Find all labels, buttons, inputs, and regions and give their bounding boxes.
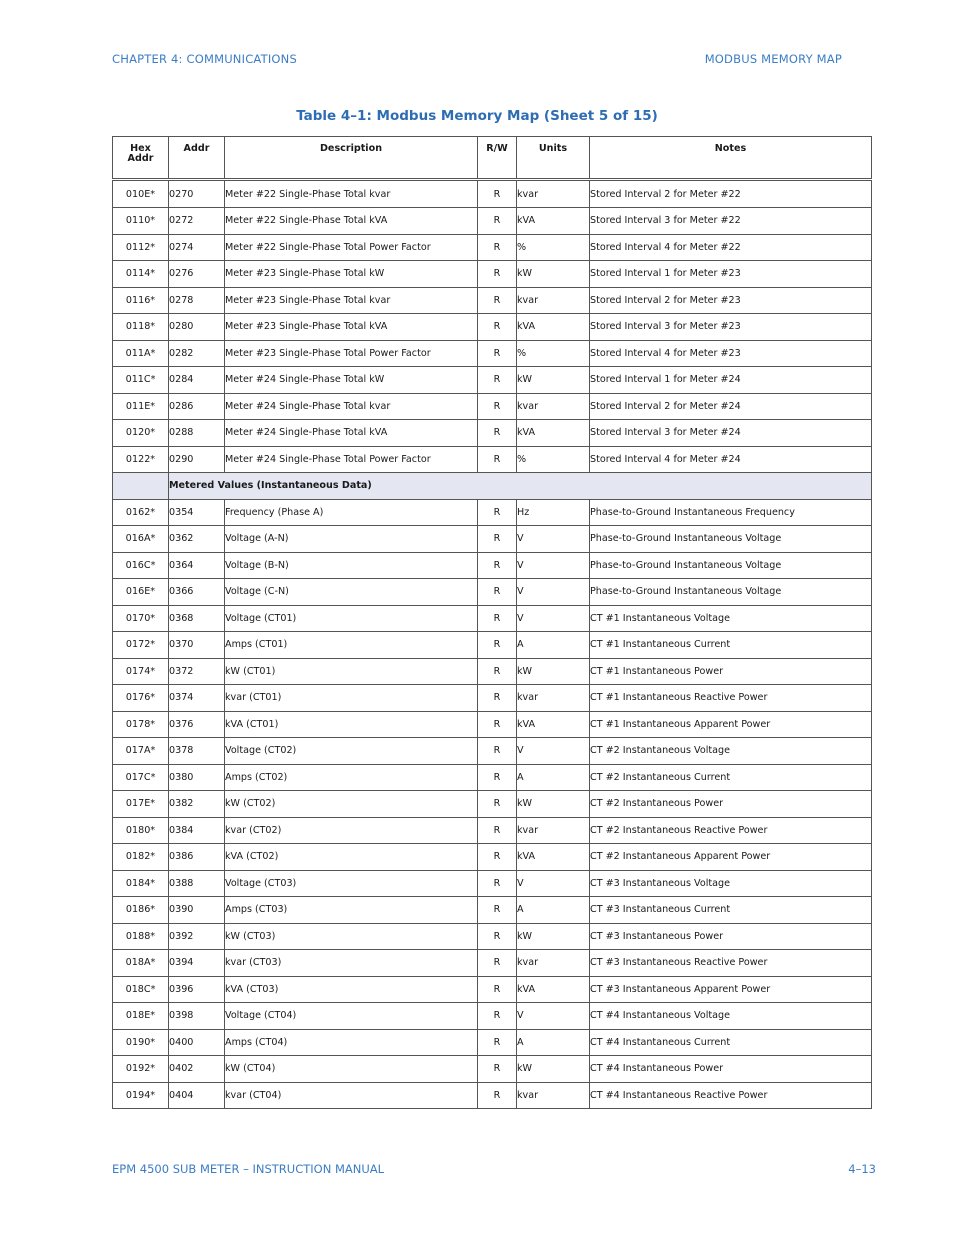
notes-cell: Stored Interval 2 for Meter #22 [590, 180, 872, 208]
addr-cell: 0276 [169, 261, 225, 288]
units-cell: V [517, 1003, 590, 1030]
table-row [113, 261, 872, 288]
hex-addr-cell: 011A* [113, 340, 169, 367]
table-row [113, 579, 872, 606]
rw-cell: R [478, 976, 517, 1003]
addr-cell: 0396 [169, 976, 225, 1003]
description-cell: Amps (CT01) [225, 632, 478, 659]
hex-addr-cell: 0122* [113, 446, 169, 473]
notes-cell: Stored Interval 4 for Meter #23 [590, 340, 872, 367]
units-cell: kVA [517, 976, 590, 1003]
rw-cell: R [478, 844, 517, 871]
table-row [113, 526, 872, 553]
rw-cell: R [478, 340, 517, 367]
rw-cell: R [478, 764, 517, 791]
description-cell: kvar (CT03) [225, 950, 478, 977]
table-header-row [113, 137, 872, 180]
description-cell: Amps (CT02) [225, 764, 478, 791]
table-row [113, 1056, 872, 1083]
description-cell: Voltage (B-N) [225, 552, 478, 579]
addr-cell: 0400 [169, 1029, 225, 1056]
hex-addr-cell: 0190* [113, 1029, 169, 1056]
description-cell: kW (CT04) [225, 1056, 478, 1083]
description-cell: Voltage (C-N) [225, 579, 478, 606]
rw-cell: R [478, 1003, 517, 1030]
units-cell: kvar [517, 817, 590, 844]
units-cell: kW [517, 1056, 590, 1083]
table-row [113, 738, 872, 765]
addr-cell: 0386 [169, 844, 225, 871]
description-cell: Voltage (CT04) [225, 1003, 478, 1030]
units-cell: kvar [517, 1082, 590, 1109]
hex-addr-cell: 0188* [113, 923, 169, 950]
rw-cell: R [478, 791, 517, 818]
table-row [113, 685, 872, 712]
units-cell: A [517, 632, 590, 659]
notes-cell: CT #4 Instantaneous Current [590, 1029, 872, 1056]
running-head-chapter: CHAPTER 4: COMMUNICATIONS [112, 52, 297, 66]
rw-cell: R [478, 685, 517, 712]
hex-addr-cell: 0112* [113, 234, 169, 261]
rw-cell: R [478, 446, 517, 473]
section-spacer-cell [113, 473, 169, 500]
notes-cell: Stored Interval 4 for Meter #22 [590, 234, 872, 261]
units-cell: A [517, 764, 590, 791]
notes-cell: Stored Interval 2 for Meter #23 [590, 287, 872, 314]
units-cell: kvar [517, 180, 590, 208]
rw-cell: R [478, 420, 517, 447]
description-cell: Meter #23 Single-Phase Total Power Factor [225, 340, 478, 367]
table-row [113, 208, 872, 235]
description-cell: Meter #24 Single-Phase Total kW [225, 367, 478, 394]
addr-cell: 0362 [169, 526, 225, 553]
units-cell: kW [517, 923, 590, 950]
hex-addr-cell: 011C* [113, 367, 169, 394]
description-cell: kW (CT01) [225, 658, 478, 685]
rw-cell: R [478, 632, 517, 659]
table-row [113, 897, 872, 924]
table-row [113, 234, 872, 261]
rw-cell: R [478, 393, 517, 420]
units-cell: kW [517, 658, 590, 685]
notes-cell: CT #4 Instantaneous Reactive Power [590, 1082, 872, 1109]
column-header-units: Units [517, 137, 590, 180]
rw-cell: R [478, 287, 517, 314]
units-cell: V [517, 579, 590, 606]
table-row [113, 711, 872, 738]
addr-cell: 0272 [169, 208, 225, 235]
addr-cell: 0390 [169, 897, 225, 924]
notes-cell: CT #1 Instantaneous Apparent Power [590, 711, 872, 738]
running-head-section: MODBUS MEMORY MAP [704, 52, 842, 66]
table-row [113, 923, 872, 950]
hex-addr-cell: 0116* [113, 287, 169, 314]
table-row [113, 552, 872, 579]
hex-addr-cell: 011E* [113, 393, 169, 420]
description-cell: kW (CT02) [225, 791, 478, 818]
description-cell: Meter #22 Single-Phase Total kvar [225, 180, 478, 208]
addr-cell: 0404 [169, 1082, 225, 1109]
hex-addr-cell: 018A* [113, 950, 169, 977]
hex-addr-cell: 0172* [113, 632, 169, 659]
rw-cell: R [478, 234, 517, 261]
notes-cell: CT #1 Instantaneous Reactive Power [590, 685, 872, 712]
addr-cell: 0366 [169, 579, 225, 606]
addr-cell: 0368 [169, 605, 225, 632]
table-row [113, 340, 872, 367]
units-cell: kvar [517, 287, 590, 314]
units-cell: kVA [517, 420, 590, 447]
hex-addr-cell: 0180* [113, 817, 169, 844]
hex-addr-cell: 0186* [113, 897, 169, 924]
table-row [113, 393, 872, 420]
rw-cell: R [478, 1056, 517, 1083]
notes-cell: CT #1 Instantaneous Current [590, 632, 872, 659]
rw-cell: R [478, 1029, 517, 1056]
notes-cell: CT #3 Instantaneous Apparent Power [590, 976, 872, 1003]
addr-cell: 0392 [169, 923, 225, 950]
table-row [113, 791, 872, 818]
rw-cell: R [478, 579, 517, 606]
hex-addr-cell: 0170* [113, 605, 169, 632]
rw-cell: R [478, 526, 517, 553]
hex-addr-cell: 018C* [113, 976, 169, 1003]
description-cell: kW (CT03) [225, 923, 478, 950]
description-cell: Meter #24 Single-Phase Total kVA [225, 420, 478, 447]
table-row [113, 420, 872, 447]
hex-addr-cell: 018E* [113, 1003, 169, 1030]
units-cell: kVA [517, 314, 590, 341]
notes-cell: Stored Interval 2 for Meter #24 [590, 393, 872, 420]
description-cell: Voltage (CT03) [225, 870, 478, 897]
notes-cell: CT #2 Instantaneous Current [590, 764, 872, 791]
description-cell: kVA (CT02) [225, 844, 478, 871]
notes-cell: Stored Interval 1 for Meter #23 [590, 261, 872, 288]
table-row [113, 1003, 872, 1030]
rw-cell: R [478, 367, 517, 394]
hex-addr-cell: 017C* [113, 764, 169, 791]
notes-cell: CT #1 Instantaneous Power [590, 658, 872, 685]
notes-cell: CT #4 Instantaneous Power [590, 1056, 872, 1083]
units-cell: A [517, 1029, 590, 1056]
rw-cell: R [478, 552, 517, 579]
units-cell: kVA [517, 208, 590, 235]
addr-cell: 0270 [169, 180, 225, 208]
units-cell: % [517, 340, 590, 367]
section-title: Metered Values (Instantaneous Data) [169, 473, 872, 500]
addr-cell: 0284 [169, 367, 225, 394]
table-row [113, 976, 872, 1003]
description-cell: Meter #24 Single-Phase Total kvar [225, 393, 478, 420]
description-cell: Meter #24 Single-Phase Total Power Factor [225, 446, 478, 473]
units-cell: V [517, 552, 590, 579]
table-row [113, 764, 872, 791]
addr-cell: 0402 [169, 1056, 225, 1083]
addr-cell: 0374 [169, 685, 225, 712]
addr-cell: 0378 [169, 738, 225, 765]
description-cell: Amps (CT03) [225, 897, 478, 924]
addr-cell: 0380 [169, 764, 225, 791]
units-cell: kW [517, 367, 590, 394]
notes-cell: Stored Interval 1 for Meter #24 [590, 367, 872, 394]
rw-cell: R [478, 1082, 517, 1109]
addr-cell: 0290 [169, 446, 225, 473]
description-cell: Voltage (CT02) [225, 738, 478, 765]
hex-addr-cell: 0114* [113, 261, 169, 288]
description-cell: Meter #23 Single-Phase Total kVA [225, 314, 478, 341]
table-row [113, 817, 872, 844]
table-row [113, 367, 872, 394]
hex-addr-cell: 0110* [113, 208, 169, 235]
section-row [113, 473, 872, 500]
table-row [113, 446, 872, 473]
notes-cell: Stored Interval 3 for Meter #24 [590, 420, 872, 447]
footer-manual-title: EPM 4500 SUB METER – INSTRUCTION MANUAL [112, 1162, 385, 1176]
notes-cell: CT #4 Instantaneous Voltage [590, 1003, 872, 1030]
hex-addr-cell: 0120* [113, 420, 169, 447]
units-cell: V [517, 738, 590, 765]
description-cell: kvar (CT04) [225, 1082, 478, 1109]
description-cell: kVA (CT01) [225, 711, 478, 738]
addr-cell: 0288 [169, 420, 225, 447]
footer-page-number: 4–13 [848, 1162, 876, 1176]
rw-cell: R [478, 605, 517, 632]
addr-cell: 0394 [169, 950, 225, 977]
rw-cell: R [478, 499, 517, 526]
hex-addr-cell: 0176* [113, 685, 169, 712]
rw-cell: R [478, 711, 517, 738]
column-header-description: Description [225, 137, 478, 180]
units-cell: V [517, 870, 590, 897]
addr-cell: 0274 [169, 234, 225, 261]
description-cell: Voltage (CT01) [225, 605, 478, 632]
rw-cell: R [478, 950, 517, 977]
description-cell: Meter #23 Single-Phase Total kW [225, 261, 478, 288]
column-header-addr: Addr [169, 137, 225, 180]
units-cell: kVA [517, 711, 590, 738]
units-cell: kvar [517, 685, 590, 712]
modbus-memory-map-table [112, 136, 872, 1109]
column-header-rw: R/W [478, 137, 517, 180]
units-cell: % [517, 446, 590, 473]
table-row [113, 658, 872, 685]
notes-cell: Stored Interval 3 for Meter #23 [590, 314, 872, 341]
table-row [113, 314, 872, 341]
addr-cell: 0364 [169, 552, 225, 579]
hex-addr-cell: 0192* [113, 1056, 169, 1083]
notes-cell: CT #2 Instantaneous Voltage [590, 738, 872, 765]
rw-cell: R [478, 180, 517, 208]
description-cell: Voltage (A-N) [225, 526, 478, 553]
hex-addr-cell: 016C* [113, 552, 169, 579]
description-cell: Frequency (Phase A) [225, 499, 478, 526]
hex-addr-cell: 0174* [113, 658, 169, 685]
description-cell: kvar (CT02) [225, 817, 478, 844]
notes-cell: Phase-to-Ground Instantaneous Voltage [590, 552, 872, 579]
addr-cell: 0278 [169, 287, 225, 314]
hex-addr-cell: 0118* [113, 314, 169, 341]
notes-cell: Phase-to-Ground Instantaneous Frequency [590, 499, 872, 526]
units-cell: A [517, 897, 590, 924]
units-cell: kW [517, 261, 590, 288]
hex-addr-cell: 010E* [113, 180, 169, 208]
notes-cell: CT #2 Instantaneous Power [590, 791, 872, 818]
rw-cell: R [478, 658, 517, 685]
table-title: Table 4–1: Modbus Memory Map (Sheet 5 of 15) [296, 108, 658, 124]
rw-cell: R [478, 261, 517, 288]
addr-cell: 0282 [169, 340, 225, 367]
table-row [113, 632, 872, 659]
units-cell: V [517, 526, 590, 553]
addr-cell: 0372 [169, 658, 225, 685]
notes-cell: CT #3 Instantaneous Voltage [590, 870, 872, 897]
table-row [113, 287, 872, 314]
column-header-hex-line1: Hex [130, 143, 151, 154]
notes-cell: Stored Interval 4 for Meter #24 [590, 446, 872, 473]
units-cell: kvar [517, 393, 590, 420]
rw-cell: R [478, 208, 517, 235]
units-cell: V [517, 605, 590, 632]
hex-addr-cell: 016A* [113, 526, 169, 553]
table-row [113, 950, 872, 977]
notes-cell: CT #3 Instantaneous Current [590, 897, 872, 924]
units-cell: Hz [517, 499, 590, 526]
addr-cell: 0384 [169, 817, 225, 844]
hex-addr-cell: 0182* [113, 844, 169, 871]
notes-cell: Phase-to-Ground Instantaneous Voltage [590, 526, 872, 553]
addr-cell: 0376 [169, 711, 225, 738]
column-header-hex-line2: Addr [127, 153, 154, 164]
addr-cell: 0370 [169, 632, 225, 659]
column-header-hex-addr [113, 137, 169, 180]
rw-cell: R [478, 923, 517, 950]
notes-cell: CT #3 Instantaneous Power [590, 923, 872, 950]
column-header-notes: Notes [590, 137, 872, 180]
hex-addr-cell: 0162* [113, 499, 169, 526]
notes-cell: CT #3 Instantaneous Reactive Power [590, 950, 872, 977]
description-cell: Meter #23 Single-Phase Total kvar [225, 287, 478, 314]
description-cell: Meter #22 Single-Phase Total Power Factor [225, 234, 478, 261]
addr-cell: 0388 [169, 870, 225, 897]
table-row [113, 499, 872, 526]
hex-addr-cell: 0178* [113, 711, 169, 738]
rw-cell: R [478, 870, 517, 897]
notes-cell: CT #2 Instantaneous Reactive Power [590, 817, 872, 844]
rw-cell: R [478, 738, 517, 765]
table-row [113, 1082, 872, 1109]
addr-cell: 0286 [169, 393, 225, 420]
rw-cell: R [478, 314, 517, 341]
addr-cell: 0382 [169, 791, 225, 818]
description-cell: kVA (CT03) [225, 976, 478, 1003]
rw-cell: R [478, 897, 517, 924]
addr-cell: 0354 [169, 499, 225, 526]
table-row [113, 844, 872, 871]
table-row [113, 870, 872, 897]
units-cell: kW [517, 791, 590, 818]
addr-cell: 0398 [169, 1003, 225, 1030]
table-row [113, 180, 872, 208]
hex-addr-cell: 017A* [113, 738, 169, 765]
hex-addr-cell: 016E* [113, 579, 169, 606]
units-cell: % [517, 234, 590, 261]
hex-addr-cell: 0194* [113, 1082, 169, 1109]
addr-cell: 0280 [169, 314, 225, 341]
hex-addr-cell: 017E* [113, 791, 169, 818]
description-cell: kvar (CT01) [225, 685, 478, 712]
units-cell: kVA [517, 844, 590, 871]
table-body [113, 180, 872, 1109]
notes-cell: CT #2 Instantaneous Apparent Power [590, 844, 872, 871]
notes-cell: Phase-to-Ground Instantaneous Voltage [590, 579, 872, 606]
description-cell: Meter #22 Single-Phase Total kVA [225, 208, 478, 235]
rw-cell: R [478, 817, 517, 844]
hex-addr-cell: 0184* [113, 870, 169, 897]
notes-cell: Stored Interval 3 for Meter #22 [590, 208, 872, 235]
table-row [113, 605, 872, 632]
description-cell: Amps (CT04) [225, 1029, 478, 1056]
notes-cell: CT #1 Instantaneous Voltage [590, 605, 872, 632]
table-row [113, 1029, 872, 1056]
units-cell: kvar [517, 950, 590, 977]
